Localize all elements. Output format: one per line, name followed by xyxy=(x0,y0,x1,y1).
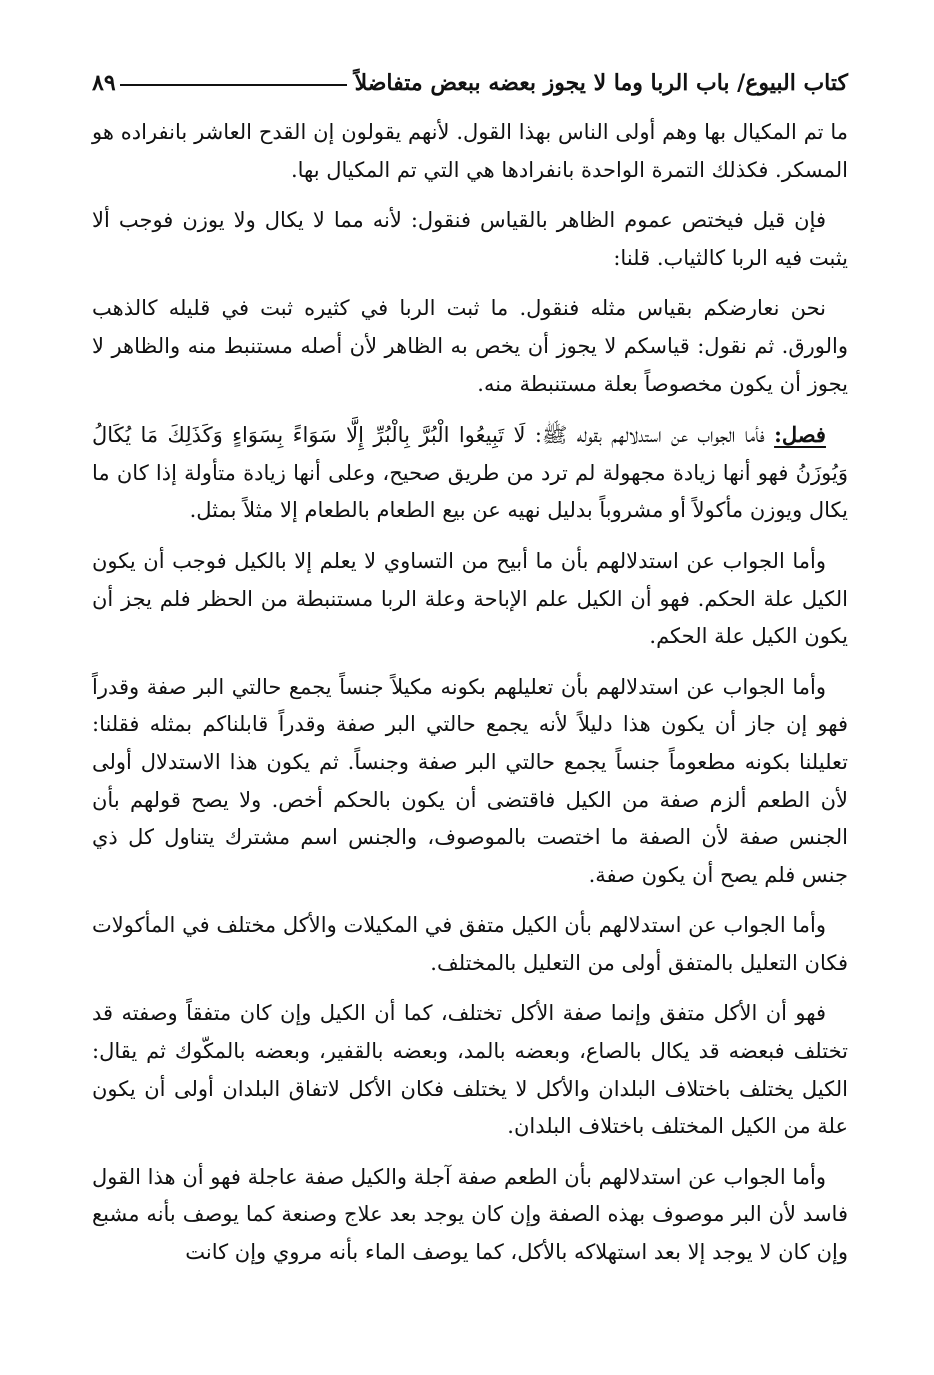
paragraph-3: نحن نعارضكم بقياس مثله فنقول. ما ثبت الربا في كثيره ثبت في قليله كالذهب والورق. ثم نقول: قياسكم لا يجوز أن يخص به الظاهر لأن أصله مستنبط منه والظاهر لا يجوز أن يكون مخصوصاً بعلة مستنبطة منه. xyxy=(92,296,848,396)
page-number: ٨٩ xyxy=(92,70,116,96)
running-header xyxy=(92,58,848,108)
body-text xyxy=(92,114,848,1272)
running-header-title: كتاب البيوع/ باب الربا وما لا يجوز بعضه ببعض متفاضلاً xyxy=(354,70,848,96)
paragraph-9: وأما الجواب عن استدلالهم بأن الطعم صفة آجلة والكيل صفة عاجلة فهو أن هذا القول فاسد لأن البر موصوف بهذه الصفة وإن كان يوجد بعد علاج وصنعة كما يوصف بأنه مشبع وإن كان لا يوجد إلا بعد استهلاكه بالأكل، كما يوصف الماء بأنه مروي وإن كانت xyxy=(92,1164,848,1265)
paragraph-4-intro: فأما الجواب عن استدلالهم بقوله ﷺ: xyxy=(534,423,765,448)
header-rule xyxy=(120,84,347,86)
paragraph-1: ما تم المكيال بها وهم أولى الناس بهذا القول. لأنهم يقولون إن القدح العاشر بانفراده هو المسكر. فكذلك التمرة الواحدة بانفرادها هي التي تم المكيال بها. xyxy=(92,120,848,182)
paragraph-8: فهو أن الأكل متفق وإنما صفة الأكل تختلف، كما أن الكيل وإن كان متفقاً وصفته قد تختلف فبعضه قد يكال بالصاع، وبعضه بالمد، وبعضه بالقفير، وبعضه بالمكّوك ثم يقال: الكيل يختلف باختلاف البلدان والأكل لا يختلف فكان الأكل لاتفاق البلدان أولى أن يكون علة من الكيل المختلف باختلاف البلدان. xyxy=(92,1001,848,1139)
section-heading-fasl: فصل: xyxy=(774,422,826,448)
paragraph-7: وأما الجواب عن استدلالهم بأن الكيل متفق في المكيلات والأكل مختلف في المأكولات فكان التعليل بالمتفق أولى من التعليل بالمختلف. xyxy=(92,913,848,975)
paragraph-2: فإن قيل فيختص عموم الظاهر بالقياس فنقول: لأنه مما لا يكال ولا يوزن فوجب ألا يثبت فيه الربا كالثياب. قلنا: xyxy=(92,208,848,270)
book-page xyxy=(92,58,848,1285)
paragraph-4-fasl xyxy=(92,416,848,530)
paragraph-6: وأما الجواب عن استدلالهم بأن تعليلهم بكونه مكيلاً جنساً يجمع حالتي البر صفة وقدراً فهو إن جاز أن يكون هذا دليلاً لأنه يجمع حالتي البر صفة وقدراً قابلناكم بمثله فقلنا: تعليلنا بكونه مطعوماً جنساً يجمع حالتي البر صفة وجنساً. ثم يكون هذا الاستدلال أولى لأن الطعم ألزم صفة من الكيل فاقتضى أن يكون بالحكم أخص. ولا يصح قولهم بأن الجنس صفة لأن الصفة ما اختصت بالموصوف، والجنس اسم مشترك يتناول كل ذي جنس فلم يصح أن يكون صفة. xyxy=(92,674,848,887)
hadith-quote: لَا تَبِيعُوا الْبُرَّ بِالْبُرِّ إِلَّا سَوَاءً بِسَوَاءٍ وَكَذَلِكَ مَا يُكَالُ وَيُوزَنُ xyxy=(92,423,848,485)
paragraph-4-body: فهو أنها زيادة مجهولة لم ترد من طريق صحيح، وعلى أنها زيادة متأولة إذا كان ما يكال ويوزن مأكولاً أو مشروباً بدليل نهيه عن بيع الطعام بالطعام إلا مثلاً بمثل. xyxy=(92,460,848,523)
paragraph-5: وأما الجواب عن استدلالهم بأن ما أبيح من التساوي لا يعلم إلا بالكيل فوجب أن يكون الكيل علة الحكم. فهو أن الكيل علم الإباحة وعلة الربا مستنبطة من الحظر فلم يجز أن يكون الكيل علة الحكم. xyxy=(92,548,848,649)
